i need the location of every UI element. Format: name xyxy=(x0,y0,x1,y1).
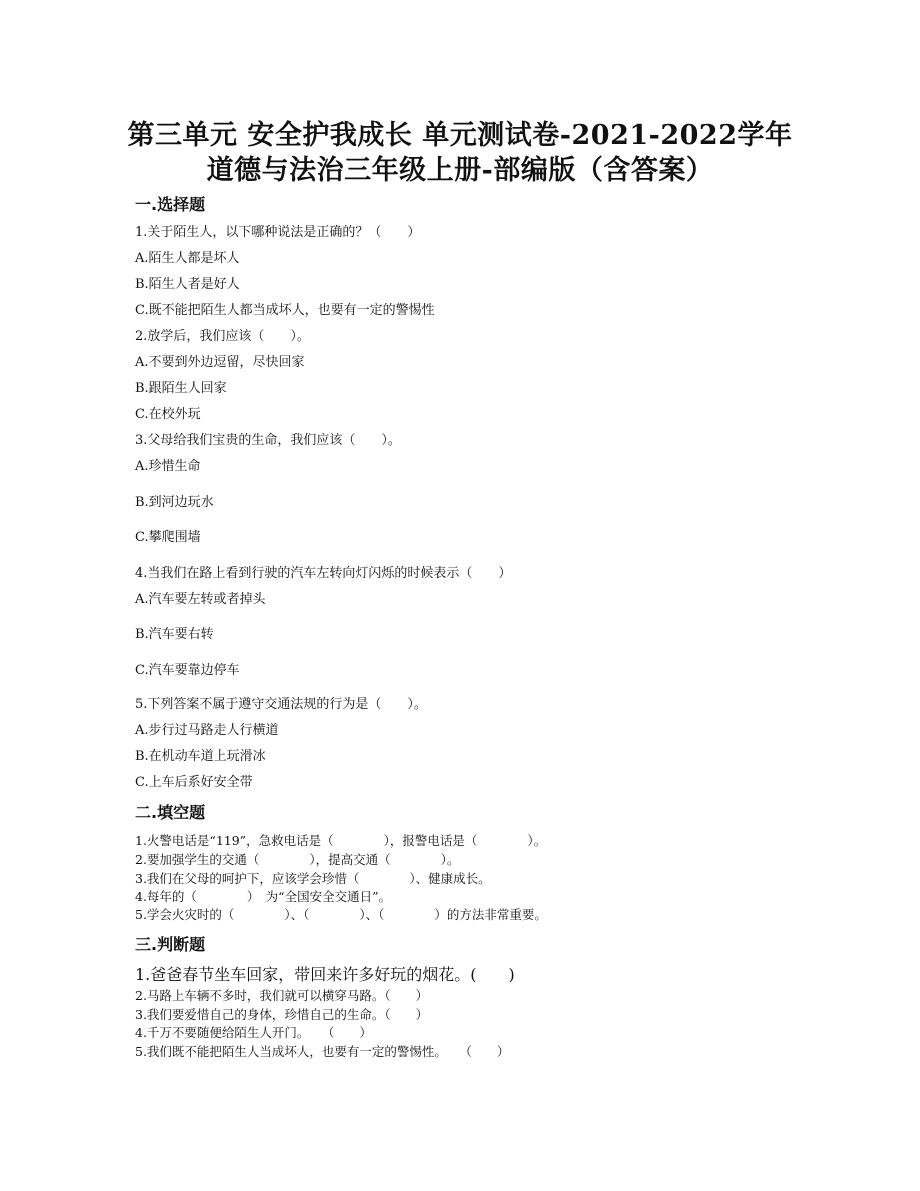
question-1-option-a: A.陌生人都是坏人 xyxy=(135,251,240,266)
judge-question-1: 1.爸爸春节坐车回家，带回来许多好玩的烟花。( ) xyxy=(135,965,515,984)
fill-question-4: 4.每年的（ ） 为“全国安全交通日”。 xyxy=(135,889,391,904)
question-5-option-a: A.步行过马路走人行横道 xyxy=(135,723,279,738)
question-4: 4.当我们在路上看到行驶的汽车左转向灯闪烁的时候表示（ ） xyxy=(135,566,512,581)
section-heading-fill: 二.填空题 xyxy=(135,803,206,822)
question-1-option-b: B.陌生人者是好人 xyxy=(135,277,240,292)
question-2: 2.放学后，我们应该（ ）。 xyxy=(135,329,310,344)
question-4-option-c: C.汽车要靠边停车 xyxy=(135,663,240,678)
fill-question-3: 3.我们在父母的呵护下，应该学会珍惜（ ）、健康成长。 xyxy=(135,871,491,886)
question-5: 5.下列答案不属于遵守交通法规的行为是（ ）。 xyxy=(135,697,427,712)
question-1: 1.关于陌生人，以下哪种说法是正确的？（ ） xyxy=(135,225,421,240)
question-1-option-c: C.既不能把陌生人都当成坏人，也要有一定的警惕性 xyxy=(135,303,435,318)
judge-question-2: 2.马路上车辆不多时，我们就可以横穿马路。（ ） xyxy=(135,988,429,1003)
question-3-option-a: A.珍惜生命 xyxy=(135,459,201,474)
section-heading-choice: 一.选择题 xyxy=(135,195,206,214)
question-5-option-b: B.在机动车道上玩滑冰 xyxy=(135,749,266,764)
question-2-option-c: C.在校外玩 xyxy=(135,407,201,422)
fill-question-5: 5.学会火灾时的（ ）、（ ）、（ ）的方法非常重要。 xyxy=(135,907,547,922)
question-3: 3.父母给我们宝贵的生命，我们应该（ ）。 xyxy=(135,433,401,448)
document-title-line-2: 道德与法治三年级上册-部编版（含答案） xyxy=(206,155,714,186)
fill-question-1: 1.火警电话是“119”，急救电话是（ ），报警电话是（ ）。 xyxy=(135,833,547,848)
question-2-option-a: A.不要到外边逗留，尽快回家 xyxy=(135,355,305,370)
fill-question-2: 2.要加强学生的交通（ ），提高交通（ ）。 xyxy=(135,852,460,867)
question-2-option-b: B.跟陌生人回家 xyxy=(135,381,227,396)
question-5-option-c: C.上车后系好安全带 xyxy=(135,775,253,790)
question-3-option-c: C.攀爬围墙 xyxy=(135,530,201,545)
judge-question-4: 4.千万不要随便给陌生人开门。 （ ） xyxy=(135,1025,372,1040)
question-4-option-a: A.汽车要左转或者掉头 xyxy=(135,592,266,607)
section-heading-judge: 三.判断题 xyxy=(135,935,206,954)
judge-question-5: 5.我们既不能把陌生人当成坏人，也要有一定的警惕性。 （ ） xyxy=(135,1044,510,1059)
judge-question-3: 3.我们要爱惜自己的身体，珍惜自己的生命。（ ） xyxy=(135,1007,429,1022)
question-4-option-b: B.汽车要右转 xyxy=(135,627,214,642)
document-title-line-1: 第三单元 安全护我成长 单元测试卷-2021-2022学年 xyxy=(127,120,793,151)
question-3-option-b: B.到河边玩水 xyxy=(135,495,214,510)
